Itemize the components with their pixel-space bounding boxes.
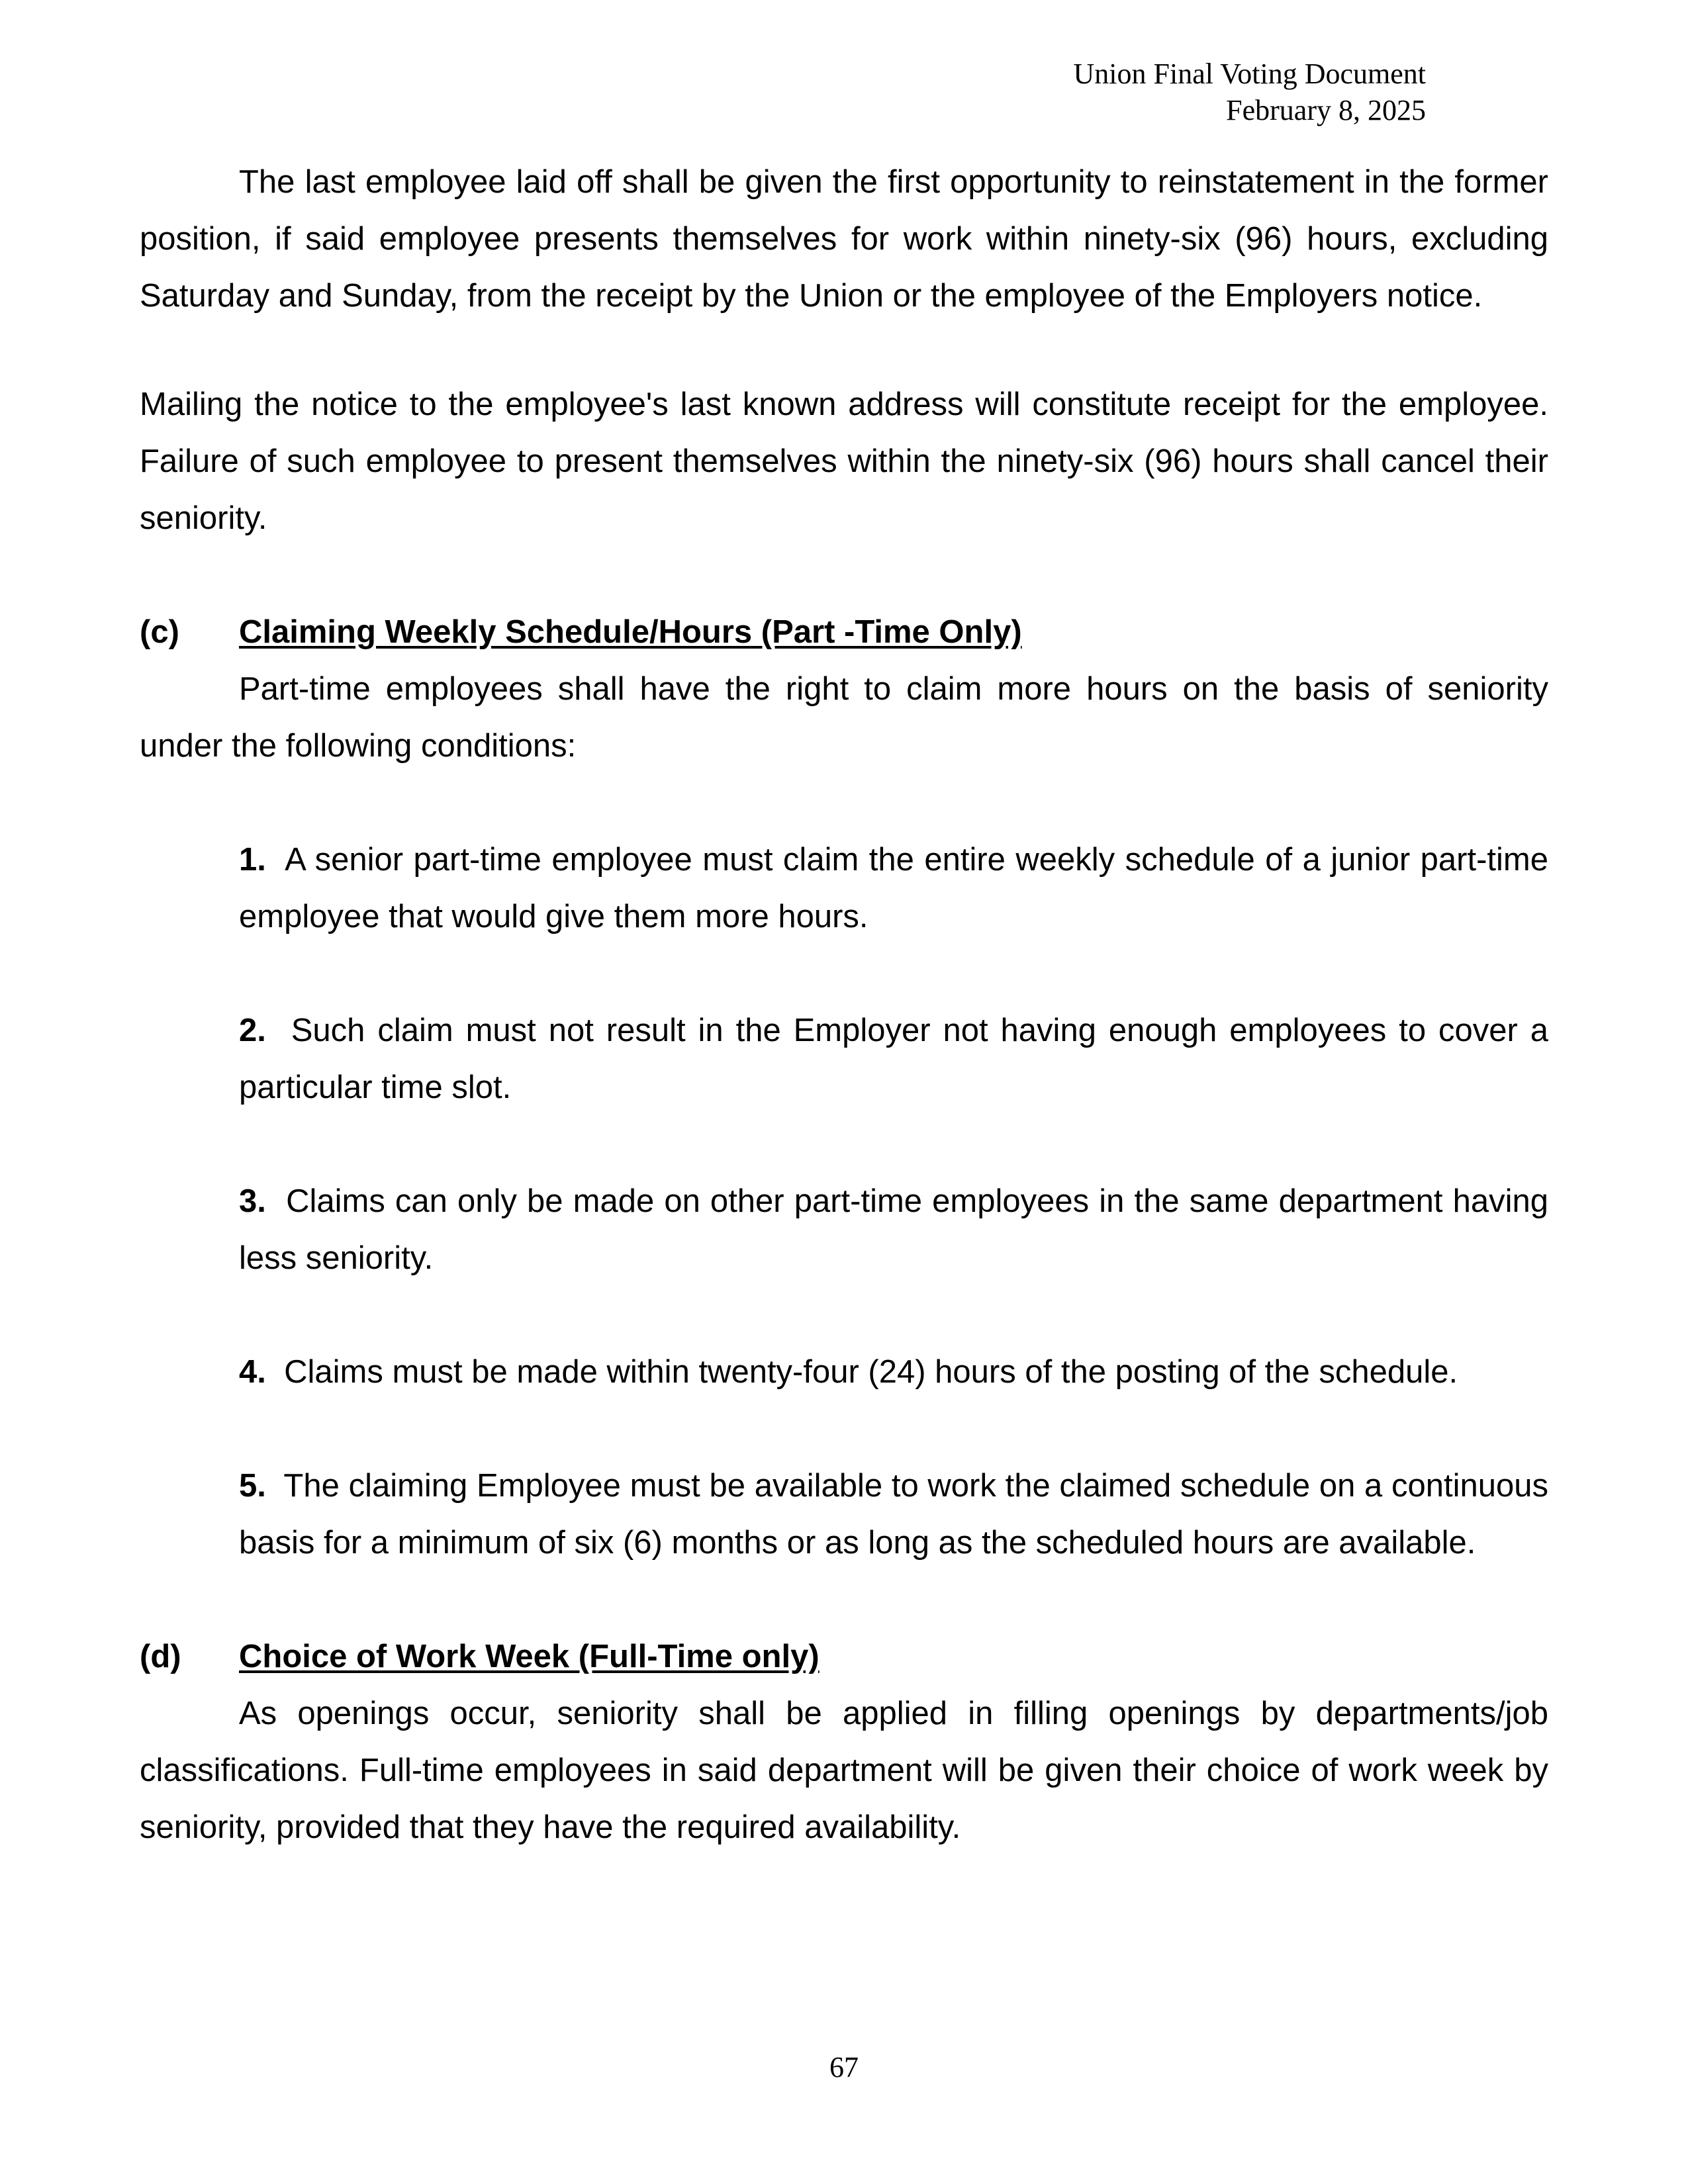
paragraph-reinstatement: The last employee laid off shall be given the first opportunity to reinstatement in the former position, if said employee presents themselves for work within ninety-six (96) hours, excluding Saturday and Sunday, from the receipt by the Union or the employee of the Employers notice. bbox=[140, 164, 1548, 314]
list-item bbox=[239, 831, 1548, 945]
list-item-text: Claims can only be made on other part-time employees in the same department having less seniority. bbox=[239, 1183, 1548, 1276]
list-item-number: 5. bbox=[239, 1468, 266, 1504]
page-number: 67 bbox=[829, 2051, 859, 2083]
list-item-text: Such claim must not result in the Employer not having enough employees to cover a particular time slot. bbox=[239, 1013, 1548, 1105]
section-d-heading bbox=[140, 1628, 820, 1685]
list-item-text: A senior part-time employee must claim the entire weekly schedule of a junior part-time employee that would give them more hours. bbox=[239, 842, 1548, 934]
list-item-number: 4. bbox=[239, 1354, 266, 1390]
list-item bbox=[239, 1457, 1548, 1571]
section-c-letter: (c) bbox=[140, 614, 179, 650]
section-c-intro: Part-time employees shall have the right to claim more hours on the basis of seniority under the following conditions: bbox=[140, 671, 1548, 764]
paragraph-mailing-notice: Mailing the notice to the employee's last known address will constitute receipt for the employee. Failure of such employee to present themselves within the ninety-six (96) hours shall cancel their seniority. bbox=[140, 387, 1548, 536]
section-c-heading bbox=[140, 604, 1022, 660]
list-item-text: Claims must be made within twenty-four (24) hours of the posting of the schedule. bbox=[284, 1354, 1458, 1390]
list-item-number: 1. bbox=[239, 842, 266, 878]
list-item-text: The claiming Employee must be available to work the claimed schedule on a continuous basis for a minimum of six (6) months or as long as the scheduled hours are available. bbox=[239, 1468, 1549, 1561]
list-item bbox=[239, 1002, 1548, 1116]
list-item bbox=[239, 1343, 1548, 1400]
section-d-title: Choice of Work Week (Full-Time only) bbox=[239, 1639, 820, 1674]
section-d-body: As openings occur, seniority shall be applied in filling openings by departments/job classifications. Full-time employees in said department will be given their choice of work week by seniority, provided that they have the required availability. bbox=[140, 1696, 1548, 1845]
list-item bbox=[239, 1173, 1548, 1287]
list-item-number: 2. bbox=[239, 1013, 266, 1048]
list-item-number: 3. bbox=[239, 1183, 266, 1219]
section-d-letter: (d) bbox=[140, 1639, 181, 1674]
header-date: February 8, 2025 bbox=[1226, 94, 1426, 126]
section-c-title: Claiming Weekly Schedule/Hours (Part -Time Only) bbox=[239, 614, 1022, 650]
header-document-title: Union Final Voting Document bbox=[1073, 58, 1426, 90]
page-header bbox=[1074, 56, 1427, 128]
